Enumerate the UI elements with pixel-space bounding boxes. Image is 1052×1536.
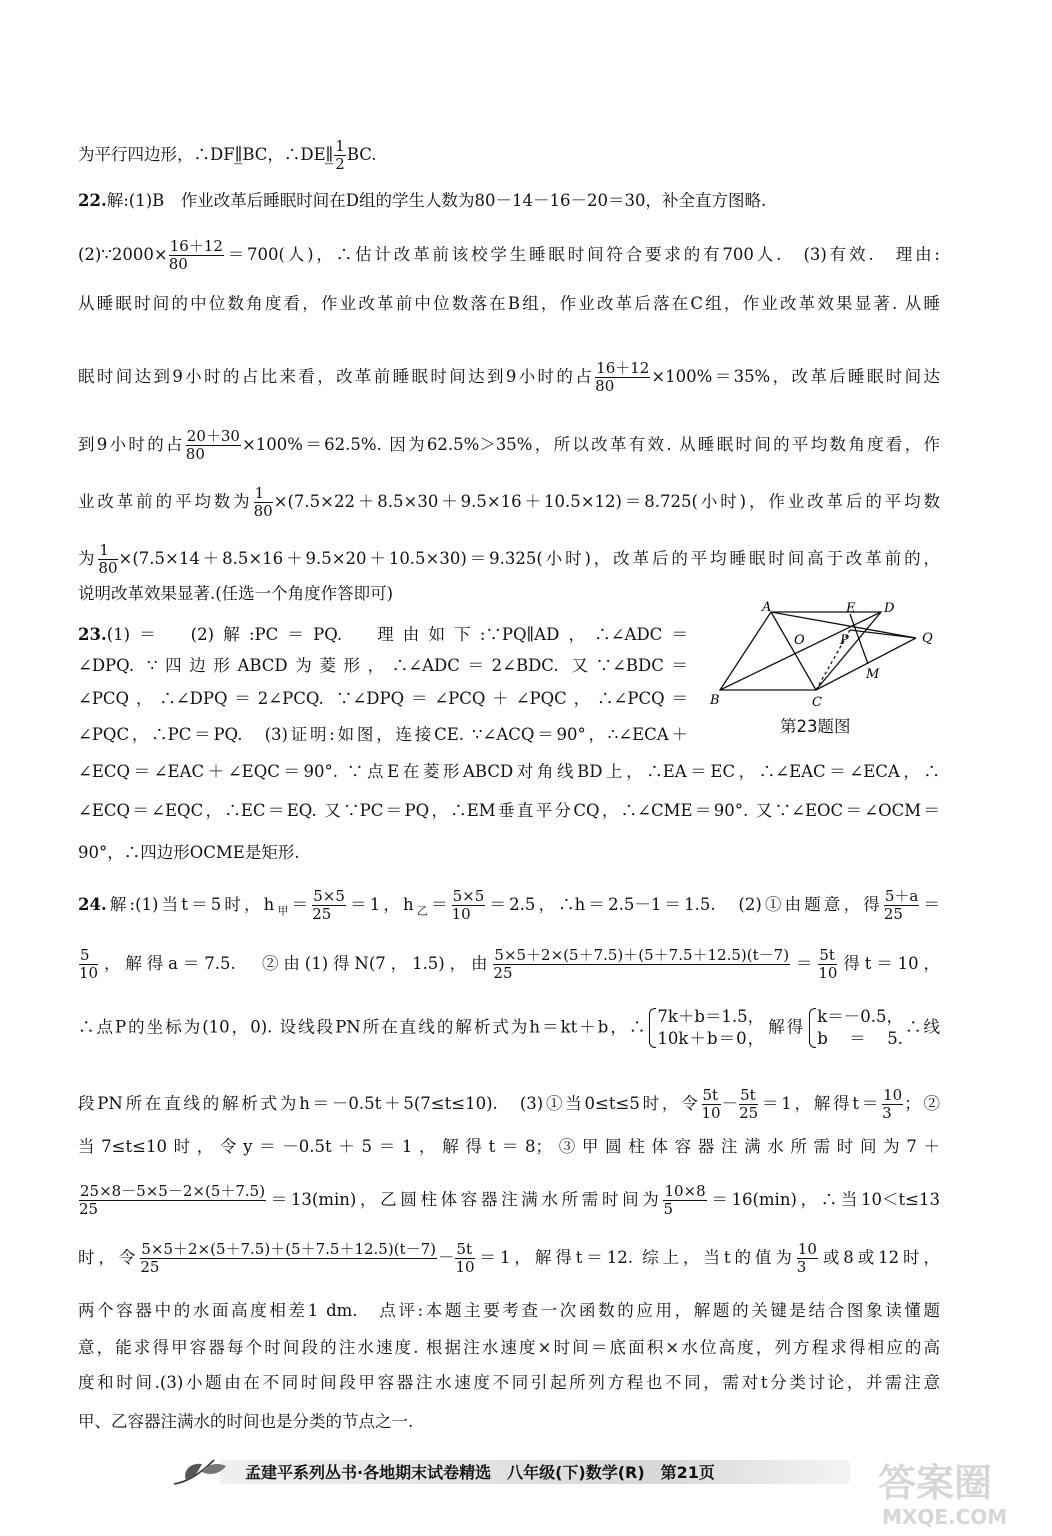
fraction: $\frac{5}{10}$ — [79, 946, 99, 982]
fraction: $\frac{5t}{10}$ — [818, 946, 838, 982]
text-line: 为平行四边形，∴DF∥̲BC，∴DE∥̲ $\frac{1}{2}$ BC. — [78, 137, 377, 173]
question-24-line-11: 甲、乙容器注满水的时间也是分类的节点之一. — [78, 1412, 414, 1431]
question-24-line-8: 两个容器中的水面高度相差1 dm. 点评:本题主要考查一次函数的应用，解题的关键是结合图象读懂题 — [78, 1301, 940, 1320]
label-B: B — [710, 693, 720, 708]
question-24-line-2: $\frac{5}{10}$ ，解得a＝7.5. ②由(1)得N(7，1.5)，由 $\frac{5\times 5+2\times(5+7.5)+(5+7.5+12.5)(t-7)}{25}$ ＝ $\frac{5t}{10}$ 得t＝10， — [79, 946, 940, 982]
figure-caption: 第23题图 — [780, 717, 851, 736]
question-23-line-1: 23.(1)＝ (2)解:PC＝PQ. 理由如下:∵PQ∥AD，∴∠ADC＝ — [78, 625, 688, 644]
label-A: A — [762, 600, 772, 615]
fraction: $\frac{10}{3}$ — [796, 1240, 817, 1276]
label-C: C — [812, 695, 822, 710]
fraction: $\frac{1}{80}$ — [253, 484, 273, 520]
fraction: $\frac{5t}{10}$ — [455, 1240, 475, 1276]
question-24-line-5: 当7≤t≤10时，令y＝－0.5t＋5＝1，解得t＝8；③甲圆柱体容器注满水所需时间为7＋ — [78, 1137, 940, 1156]
label-M: M — [866, 667, 880, 682]
label-E: E — [846, 601, 856, 616]
fraction: $\frac{5t}{25}$ — [739, 1086, 759, 1122]
fraction: $\frac{5\times 5}{10}$ — [451, 887, 485, 923]
question-23-line-7: 90°，∴四边形OCME是矩形. — [78, 843, 300, 862]
watermark-top-text: 答案圈 — [878, 1461, 993, 1505]
question-22-line-5: 到9小时的占 $\frac{20+30}{80}$ ×100%＝62.5%. 因为62.5%＞35%，所以改革有效. 从睡眠时间的平均数角度看，作 — [78, 427, 941, 463]
question-22-line-7: 为 $\frac{1}{80}$ ×(7.5×14＋8.5×16＋9.5×20＋10.5×30)＝9.325(小时)，改革后的平均睡眠时间高于改革前的， — [78, 541, 941, 577]
label-D: D — [884, 601, 895, 616]
fraction: $\frac{1}{80}$ — [98, 541, 118, 577]
question-24-line-9: 意，能求得甲容器每个时间段的注水速度. 根据注水速度×时间＝底面积×水位高度，列方程求得相应的高 — [78, 1338, 940, 1357]
question-24-line-4: 段PN所在直线的解析式为h＝－0.5t＋5(7≤t≤10). (3)①当0≤t≤5时，令 $\frac{5t}{10}$ － $\frac{5t}{25}$ ＝1，解得t＝ $\frac{10}{3}$ ；② — [78, 1086, 941, 1122]
question-23-line-3: ∠PCQ，∴∠DPQ＝2∠PCQ. ∵∠DPQ＝∠PCQ＋∠PQC，∴∠PCQ＝ — [78, 689, 688, 708]
fraction: $\frac{5\times 5}{25}$ — [312, 887, 345, 923]
question-24-line-7: 时，令 $\frac{5\times 5+2\times(5+7.5)+(5+7.5+12.5)(t-7)}{25}$ － $\frac{5t}{10}$ ＝1，解得t＝12. 综上，当t的值为 $\frac{10}{3}$ 或8或12时， — [78, 1240, 941, 1276]
question-22-line-1: 22.解:(1)B 作业改革后睡眠时间在D组的学生人数为80－14－16－20＝30，补全直方图略. — [78, 191, 767, 210]
fraction: $\frac{25\times 8-5\times 5-2\times(5+7.5)}{25}$ — [79, 1182, 266, 1218]
fraction: $\frac{10\times 8}{5}$ — [663, 1182, 706, 1218]
equation-system-solution: k＝－0.5， b＝5. — [807, 1006, 903, 1050]
fraction: $\frac{16+12}{80}$ — [595, 359, 650, 395]
question-22-line-2: (2)∵2000× $\frac{16+12}{80}$ ＝700(人)，∴估计改革前该校学生睡眠时间符合要求的有700人. (3)有效. 理由: — [78, 237, 940, 273]
equation-system: 7k＋b＝1.5， 10k＋b＝0， — [647, 1006, 764, 1050]
question-22-line-3: 从睡眠时间的中位数角度看，作业改革前中位数落在B组，作业改革后落在C组，作业改革效果显著. 从睡 — [78, 294, 940, 313]
parallel-equal-symbol: ∥̲ — [325, 145, 334, 164]
question-24-line-3: ∴点P的坐标为(10，0). 设线段PN所在直线的解析式为h＝kt＋b，∴ 7k＋b＝1.5， 10k＋b＝0， 解得 k＝－0.5， b＝5. ∴线 — [78, 1007, 941, 1048]
fraction: $\frac{20+30}{80}$ — [185, 427, 240, 463]
question-24-line-6: $\frac{25\times 8-5\times 5-2\times(5+7.5)}{25}$ ＝13(min)，乙圆柱体容器注满水所需时间为 $\frac{10\times 8}{5}$ ＝16(min)，∴当10＜t≤13 — [79, 1182, 941, 1218]
fraction: $\frac{5+a}{25}$ — [883, 887, 919, 923]
question-22-line-6: 业改革前的平均数为 $\frac{1}{80}$ ×(7.5×22＋8.5×30＋9.5×16＋10.5×12)＝8.725(小时)，作业改革后的平均数 — [78, 484, 941, 520]
watermark-logo — [872, 1456, 1038, 1530]
question-22-line-4: 眠时间达到9小时的占比来看，改革前睡眠时间达到9小时的占 $\frac{16+12}{80}$ ×100%＝35%，改革后睡眠时间达 — [78, 359, 941, 395]
fraction: $\frac{5\times 5+2\times(5+7.5)+(5+7.5+12.5)(t-7)}{25}$ — [140, 1240, 436, 1276]
question-24-line-1: 24.解:(1)当t＝5时，$h_甲=$ $\frac{5\times 5}{25}$ ＝1，$h_乙=$ $\frac{5\times 5}{10}$ ＝2.5，∴h＝2.5－1＝1.5. (2)①由题意，得 $\frac{5+a}{25}$ ＝ — [78, 887, 941, 923]
fraction: $\frac{5t}{10}$ — [701, 1086, 721, 1122]
question-23-line-6: ∠ECQ＝∠EQC，∴EC＝EQ. 又∵PC＝PQ，∴EM垂直平分CQ，∴∠CME＝90°. 又∵∠EOC＝∠OCM＝ — [78, 801, 940, 820]
fraction: $\frac{1}{2}$ — [335, 137, 345, 173]
question-23-line-2: ∠DPQ. ∵四边形ABCD为菱形，∴∠ADC＝2∠BDC. 又∵∠BDC＝ — [78, 656, 688, 675]
rhombus-figure — [706, 600, 946, 712]
page-footer — [150, 1454, 850, 1488]
label-O: O — [794, 633, 805, 648]
question-22-line-8: 说明改革效果显著.(任选一个角度作答即可) — [78, 584, 394, 603]
leaf-logo-icon — [168, 1454, 232, 1490]
question-23-line-5: ∠ECQ＝∠EAC＋∠EQC＝90°. ∵点E在菱形ABCD对角线BD上，∴EA＝EC，∴∠EAC＝∠ECA，∴ — [78, 762, 940, 781]
fraction: $\frac{5\times 5+2\times(5+7.5)+(5+7.5+12.5)(t-7)}{25}$ — [493, 946, 790, 982]
label-Q: Q — [922, 631, 933, 646]
fraction: $\frac{10}{3}$ — [882, 1086, 903, 1122]
question-24-line-10: 度和时间.(3)小题由在不同时间段甲容器注水速度不同引起所列方程也不同，需对t分类讨论，并需注意 — [78, 1373, 940, 1392]
watermark-bottom-text: MXQE.COM — [882, 1505, 1008, 1529]
label-P: P — [840, 633, 849, 648]
parallel-equal-symbol: ∥̲ — [234, 145, 243, 164]
question-23-line-4: ∠PQC，∴PC＝PQ. (3)证明:如图，连接CE. ∵∠ACQ＝90°，∴∠ECA＋ — [78, 725, 688, 744]
fraction: $\frac{16+12}{80}$ — [168, 237, 223, 273]
footer-text: 孟建平系列丛书·各地期末试卷精选 八年级(下)数学(R) 第21页 — [245, 1463, 715, 1482]
